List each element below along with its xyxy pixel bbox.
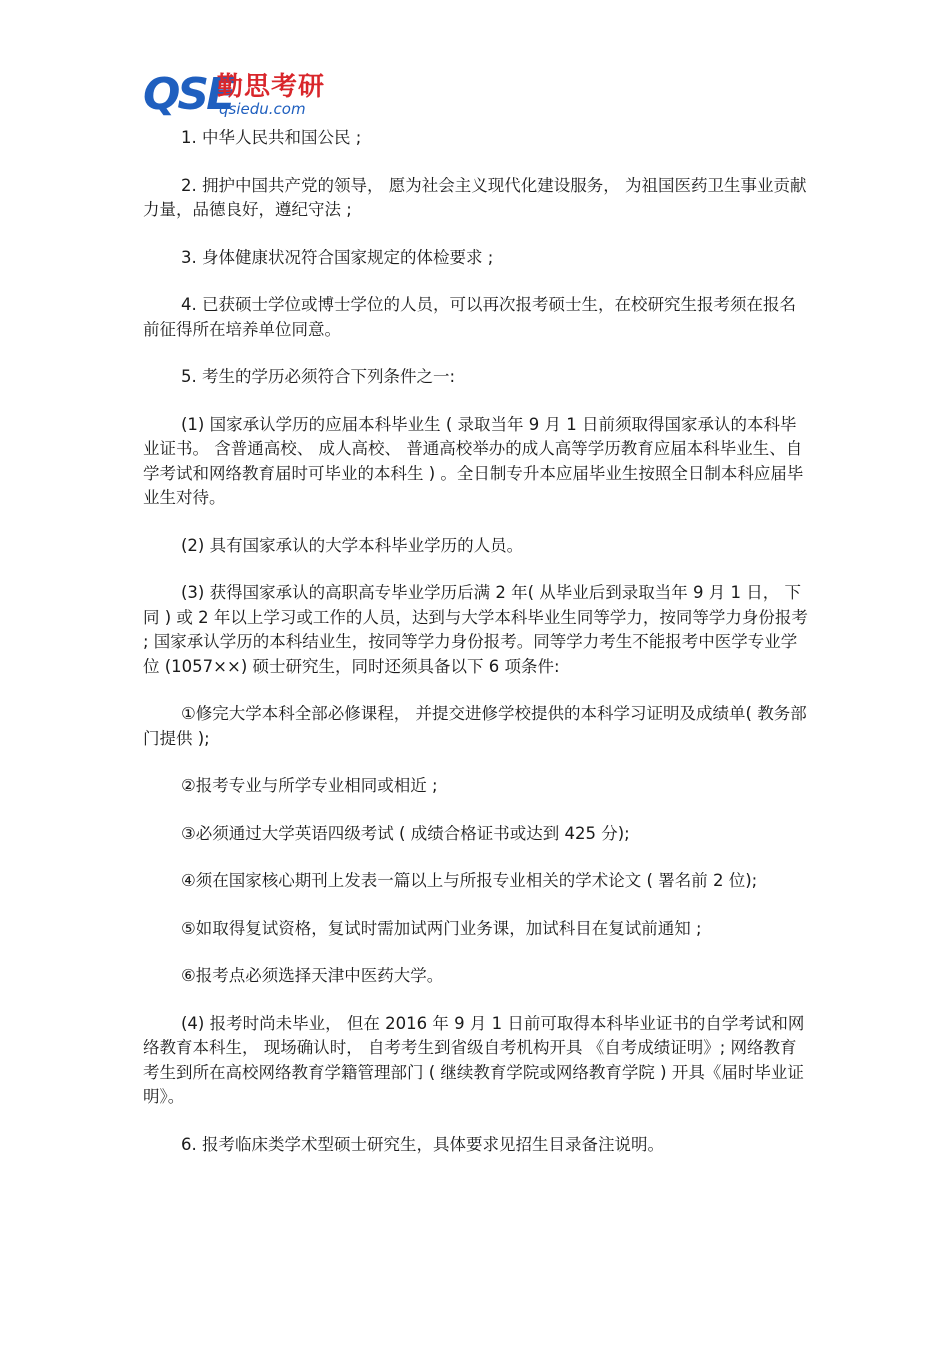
paragraph-5-2: (2) 具有国家承认的大学本科毕业学历的人员。 [181,535,524,555]
condition-6: ⑥报考点必须选择天津中医药大学。 [181,966,444,985]
condition-2: ②报考专业与所学专业相同或相近 ; [181,776,438,795]
condition-3: ③必须通过大学英语四级考试 ( 成绩合格证书或达到 425 分); [181,823,630,843]
paragraph-2: 2. 拥护中国共产党的领导， 愿为社会主义现代化建设服务， 为祖国医药卫生事业贡献力量，品德良好，遵纪守法 ; [143,175,807,219]
condition-1: ①修完大学本科全部必修课程， 并提交进修学校提供的本科学习证明及成绩单( 教务部门提供 ); [143,704,807,748]
paragraph-5: 5. 考生的学历必须符合下列条件之一: [181,367,456,386]
paragraph-1: 1. 中华人民共和国公民 ; [181,128,362,147]
logo [143,70,353,122]
paragraph-3: 3. 身体健康状况符合国家规定的体检要求 ; [181,247,494,267]
condition-4: ④须在国家核心期刊上发表一篇以上与所报专业相关的学术论文 ( 署名前 2 位); [181,871,758,890]
paragraph-4: 4. 已获硕士学位或博士学位的人员，可以再次报考硕士生，在校研究生报考须在报名前征得所在培养单位同意。 [143,295,796,339]
logo-name: 勤思考研 [217,72,326,102]
paragraph-5-4: (4) 报考时尚未毕业， 但在 2016 年 9 月 1 日前可取得本科毕业证书的自学考试和网络教育本科生， 现场确认时， 自考考生到省级自考机构开具 《自考成绩证明》; 网络教育考生到所在高校网络教育学籍管理部门 ( 继续教育学院或网络教育学院 ) 开具《届时毕业证明》。 [143,1013,805,1106]
document-body [143,126,811,1180]
paragraph-5-3: (3) 获得国家承认的高职高专毕业学历后满 2 年( 从毕业后到录取当年 9 月 1 日， 下同 ) 或 2 年以上学习或工作的人员，达到与大学本科毕业生同等学力，按同等学力身份报考 ; 国家承认学历的本科结业生，按同等学力身份报考。同等学力考生不能报考中医学专业学位 (1057××) 硕士研究生，同时还须具备以下 6 项条件: [143,583,808,676]
paragraph-5-1: (1) 国家承认学历的应届本科毕业生 ( 录取当年 9 月 1 日前须取得国家承认的本科毕业证书。 含普通高校、 成人高校、 普通高校举办的成人高等学历教育应届本科毕业生、自学考试和网络教育届时可毕业的本科生 ) 。全日制专升本应届毕业生按照全日制本科应届毕业生对待。 [143,414,804,507]
condition-5: ⑤如取得复试资格，复试时需加试两门业务课，加试科目在复试前通知 ; [181,918,702,938]
logo-url: qsiedu.com [219,100,306,118]
paragraph-6: 6. 报考临床类学术型硕士研究生，具体要求见招生目录备注说明。 [181,1134,664,1154]
logo-mark: QSE [143,69,234,120]
